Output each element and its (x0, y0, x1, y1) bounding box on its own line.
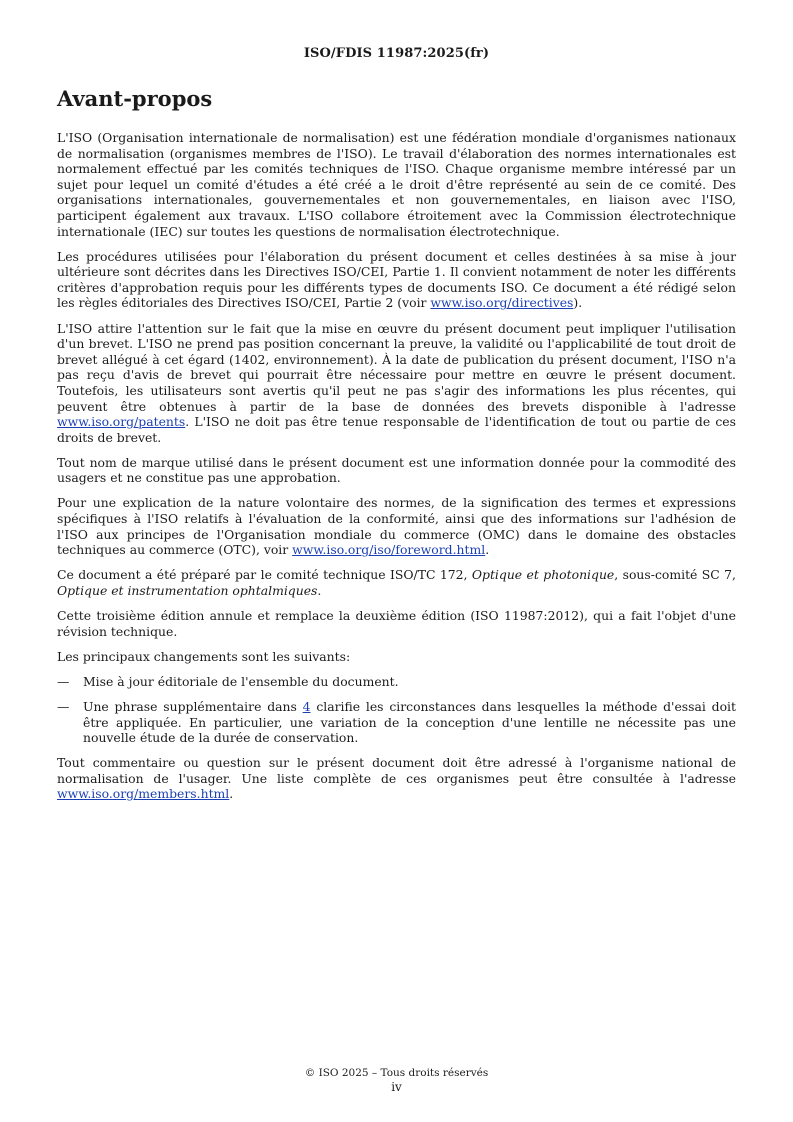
changes-list (57, 674, 736, 746)
foreword-body (57, 130, 736, 811)
list-item-text-b: clarifie les circonstances dans lesquelles la méthode d'essai doit être appliquée. En particulier, une variation de la conception d'une lentille ne nécessite pas une nouvelle étude de la durée de conservation. (83, 698, 736, 746)
paragraph-comments-text: Tout commentaire ou question sur le présent document doit être adressé à l'organisme national de normalisation de l'usager. Une liste complète de ces organismes peut être consultée à l'adresse (57, 755, 736, 786)
paragraph-comments (57, 755, 736, 802)
paragraph-procedures-end: ). (573, 295, 583, 311)
paragraph-committee (57, 567, 736, 598)
paragraph-patents-text: L'ISO attire l'attention sur le fait que la mise en œuvre du présent document peut impliquer l'utilisation d'un brevet. L'ISO ne prend pas position concernant la preuve, la validité ou l'applicabilité de tout droit de brevet allégué à cet égard (1402, environnement). À la date de publication du présent document, l'ISO n'a pas reçu d'avis de brevet qui pourrait être nécessaire pour mettre en œuvre le présent document. Toutefois, les utilisateurs sont avertis qu'il peut ne pas s'agir des informations les plus récentes, qui peuvent être obtenues à partir de la base de données des brevets disponible à l'adresse (57, 320, 736, 414)
page-title: Avant-propos (57, 86, 213, 111)
paragraph-voluntary-text: Pour une explication de la nature volontaire des normes, de la signification des termes et expressions spécifiques à l'ISO relatifs à l'évaluation de la conformité, ainsi que des informations sur l'adhésion de l'ISO aux principes de l'Organisation mondiale du commerce (OMC) dans le domaine des obstacles techniques au commerce (OTC), voir (57, 495, 736, 558)
members-link[interactable]: www.iso.org/members.html (57, 786, 230, 802)
foreword-link[interactable]: www.iso.org/iso/foreword.html (292, 542, 486, 558)
paragraph-patents-end: . L'ISO ne doit pas être tenue responsable de l'identification de tout ou partie de ces droits de brevet. (57, 414, 736, 445)
clause-4-link[interactable]: 4 (302, 698, 311, 714)
patents-link[interactable]: www.iso.org/patents (57, 414, 186, 430)
page-number: iv (391, 1080, 402, 1094)
document-identifier: ISO/FDIS 11987:2025(fr) (303, 46, 490, 61)
list-item-text: Mise à jour éditoriale de l'ensemble du document. (83, 673, 399, 689)
list-item (57, 699, 736, 746)
paragraph-iso-intro: L'ISO (Organisation internationale de normalisation) est une fédération mondiale d'organismes nationaux de normalisation (organismes membres de l'ISO). Le travail d'élaboration des normes internationales est normalement effectué par les comités techniques de l'ISO. Chaque organisme membre intéressé par un sujet pour lequel un comité d'études a été créé a le droit d'être représenté au sein de ce comité. Des organisations internationales, gouvernementales et non gouvernementales, en liaison avec l'ISO, participent également aux travaux. L'ISO collabore étroitement avec la Commission électrotechnique internationale (IEC) sur toutes les questions de normalisation électrotechnique. (57, 130, 736, 239)
paragraph-comments-end: . (229, 786, 234, 802)
list-item (57, 674, 736, 690)
paragraph-changes-intro: Les principaux changements sont les suivants: (57, 648, 351, 664)
committee-text-end: . (317, 582, 322, 598)
paragraph-voluntary-nature (57, 495, 736, 557)
paragraph-edition: Cette troisième édition annule et remplace la deuxième édition (ISO 11987:2012), qui a fait l'objet d'une révision technique. (57, 608, 736, 639)
copyright-notice: © ISO 2025 – Tous droits réservés (304, 1067, 489, 1079)
list-item-text-a: Une phrase supplémentaire dans (83, 698, 303, 714)
committee-text-b: , sous-comité SC 7, (614, 567, 736, 583)
bullet-dash: — (57, 673, 70, 689)
committee-text-a: Ce document a été préparé par le comité technique ISO/TC 172, (57, 567, 472, 583)
bullet-dash: — (57, 698, 70, 714)
paragraph-voluntary-end: . (485, 542, 490, 558)
committee-name: Optique et photonique (471, 567, 615, 583)
paragraph-trademark: Tout nom de marque utilisé dans le présent document est une information donnée pour la commodité des usagers et ne constitue pas une approbation. (57, 454, 736, 486)
paragraph-procedures (57, 249, 736, 311)
directives-link[interactable]: www.iso.org/directives (430, 295, 574, 311)
paragraph-patents (57, 321, 736, 446)
subcommittee-name: Optique et instrumentation ophtalmiques (57, 582, 318, 598)
page-footer (0, 1066, 793, 1094)
paragraph-procedures-text: Les procédures utilisées pour l'élaboration du présent document et celles destinées à sa mise à jour ultérieure sont décrites dans les Directives ISO/CEI, Partie 1. Il convient notamment de noter les différents critères d'approbation requis pour les différents types de documents ISO. Ce document a été rédigé selon les règles éditoriales des Directives ISO/CEI, Partie 2 (voir (57, 248, 736, 311)
